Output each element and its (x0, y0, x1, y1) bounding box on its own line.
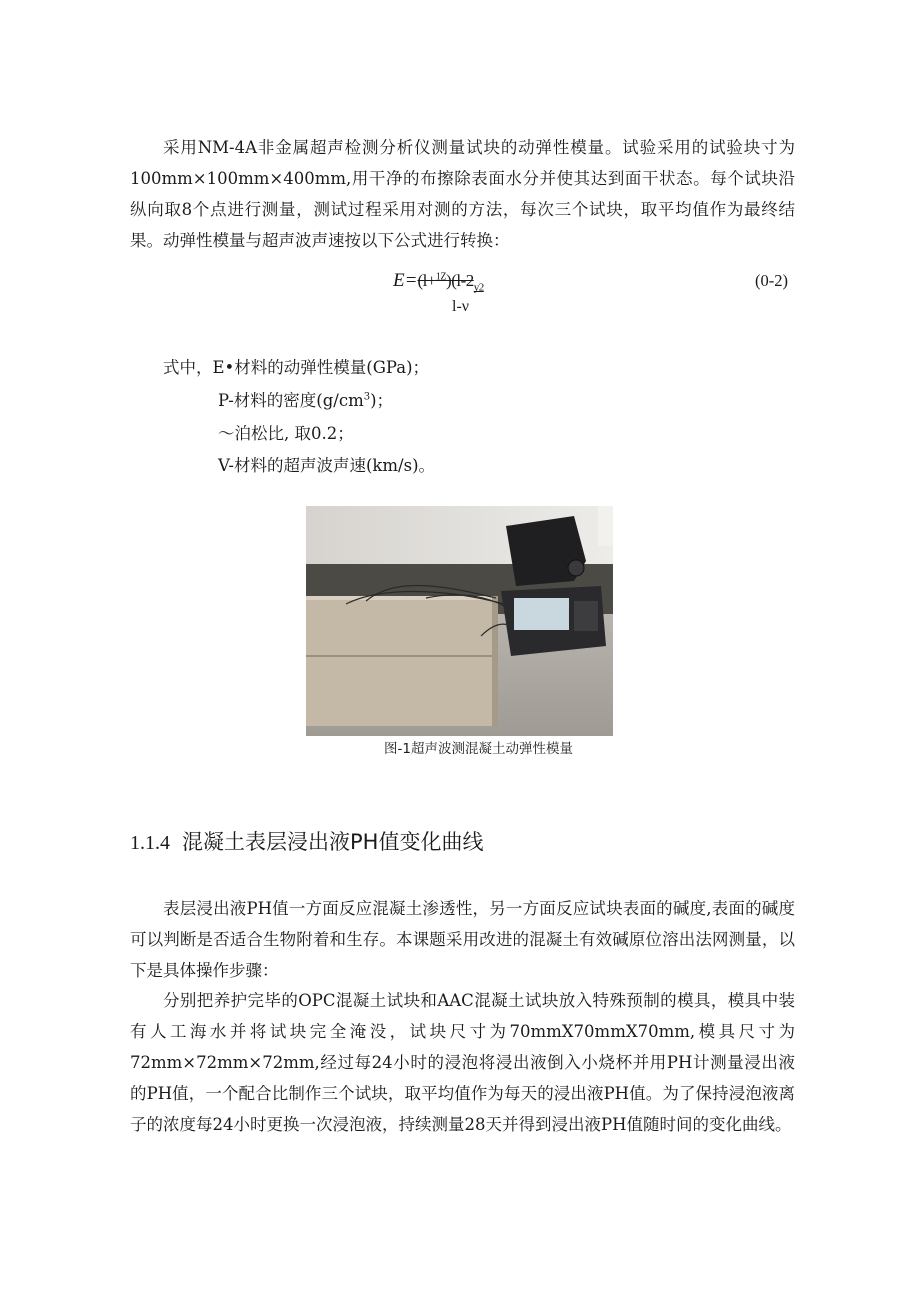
formula-sub: y2 (473, 281, 484, 294)
ultrasonic-test-photo (306, 506, 613, 736)
section-title: 混凝土表层浸出液PH值变化曲线 (182, 830, 484, 854)
definition-density (218, 387, 393, 411)
definition-velocity: V-材料的超声波声速(km/s)。 (218, 456, 436, 475)
definition-density-sup: 3 (363, 391, 371, 403)
definition-poisson: ～泊松比, 取0.2； (218, 424, 354, 443)
where-clause: 式中，E•材料的动弹性模量(GPa)； (163, 358, 430, 377)
definition-density-text: P-材料的密度(g/cm (218, 391, 364, 410)
formula-denominator: l-ν (452, 298, 470, 315)
figure-photo (306, 506, 613, 736)
formula-lhs: E= (393, 270, 418, 291)
formula-elastic-modulus (393, 270, 484, 293)
formula-numerator-a: (l+ (417, 271, 436, 290)
paragraph-ph-intro: 表层浸出液PH值一方面反应混凝土渗透性，另一方面反应试块表面的碱度,表面的碱度可以判断是否适合生物附着和生存。本课题采用改进的混凝土有效碱原位溶出法网测量，以下是具体操作步骤： (130, 898, 795, 980)
paragraph-method: 采用NM-4A非金属超声检测分析仪测量试块的动弹性模量。试验采用的试验块寸为100mm×100mm×400mm,用干净的布擦除表面水分并使其达到面干状态。每个试块沿纵向取8个点进行测量，测试过程采用对测的方法，每次三个试块，取平均值作为最终结果。动弹性模量与超声波声速按以下公式进行转换： (130, 137, 795, 250)
formula-numerator (417, 271, 484, 294)
section-heading (130, 826, 483, 856)
equation-number: (0-2) (755, 271, 788, 290)
formula-sup: 1Z (435, 271, 447, 283)
paragraph-ph-procedure: 分别把养护完毕的OPC混凝土试块和AAC混凝土试块放入特殊预制的模具，模具中装有人工海水并将试块完全淹没，试块尺寸为70mmX70mmX70mm,模具尺寸为72mm×72mm×72mm,经过每24小时的浸泡将浸出液倒入小烧杯并用PH计测量浸出液的PH值，一个配合比制作三个试块，取平均值作为每天的浸出液PH值。为了保持浸泡液离子的浓度每24小时更换一次浸泡液，持续测量28天并得到浸出液PH值随时间的变化曲线。 (130, 990, 795, 1134)
formula-numerator-b: )(l-2 (446, 271, 474, 290)
section-number: 1.1.4 (130, 832, 170, 854)
figure-caption: 图-1超声波测混凝土动弹性模量 (384, 741, 573, 757)
definition-density-end: )； (370, 391, 394, 410)
